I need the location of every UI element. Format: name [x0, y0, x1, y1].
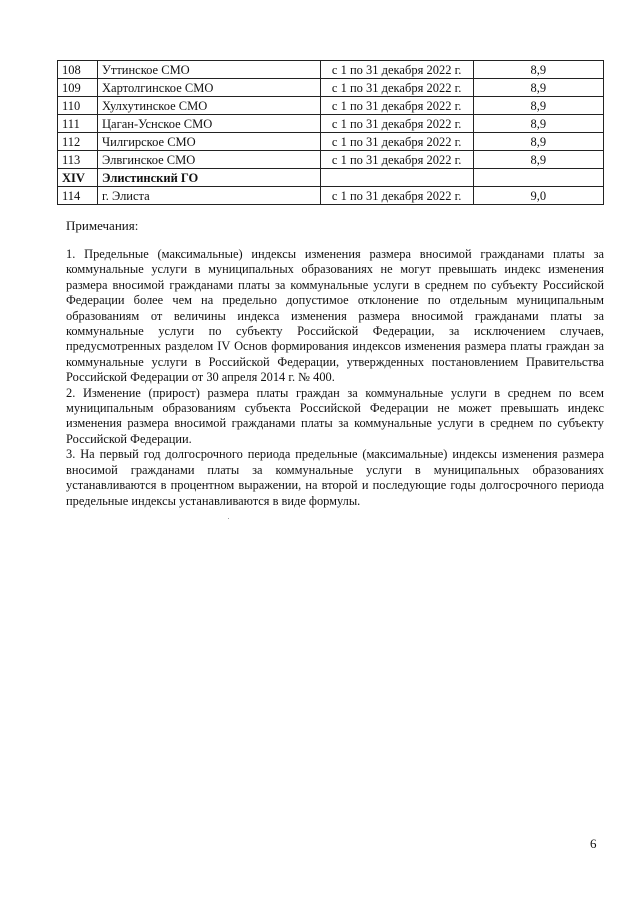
- period-cell: с 1 по 31 декабря 2022 г.: [320, 187, 473, 205]
- row-number-cell: 113: [58, 151, 98, 169]
- row-number-cell: 112: [58, 133, 98, 151]
- index-value-cell: [473, 169, 603, 187]
- table-row: [58, 187, 604, 205]
- row-number-cell: 114: [58, 187, 98, 205]
- period-cell: с 1 по 31 декабря 2022 г.: [320, 79, 473, 97]
- municipality-name-cell: Хулхутинское СМО: [98, 97, 321, 115]
- municipality-name-cell: Цаган-Уснское СМО: [98, 115, 321, 133]
- table-row: [58, 133, 604, 151]
- index-value-cell: 8,9: [473, 115, 603, 133]
- index-value-cell: 8,9: [473, 79, 603, 97]
- table-row: [58, 151, 604, 169]
- page-number: 6: [590, 836, 597, 851]
- note-item-2: 2. Изменение (прирост) размера платы граждан за коммунальные услуги в среднем по всем муниципальным образованиям субъекта Российской Федерации не может превышать индекс изменения размера вносимой гражданами платы за коммунальные услуги в среднем по субъекту Российской Федерации.: [66, 385, 604, 446]
- table-row: [58, 115, 604, 133]
- row-number-cell: 110: [58, 97, 98, 115]
- municipality-name-cell: Уттинское СМО: [98, 61, 321, 79]
- period-cell: с 1 по 31 декабря 2022 г.: [320, 97, 473, 115]
- table-row: [58, 61, 604, 79]
- row-number-cell: 111: [58, 115, 98, 133]
- notes-list: [66, 247, 604, 509]
- municipality-name-cell: г. Элиста: [98, 187, 321, 205]
- row-number-cell: 108: [58, 61, 98, 79]
- notes-title: Примечания:: [66, 218, 139, 233]
- period-cell: с 1 по 31 декабря 2022 г.: [320, 61, 473, 79]
- municipality-name-cell: Элвгинское СМО: [98, 151, 321, 169]
- table-row: [58, 79, 604, 97]
- rates-table-body: [58, 61, 604, 205]
- table-row: [58, 97, 604, 115]
- index-value-cell: 9,0: [473, 187, 603, 205]
- period-cell: с 1 по 31 декабря 2022 г.: [320, 133, 473, 151]
- period-cell: [320, 169, 473, 187]
- municipality-name-cell: Элистинский ГО: [98, 169, 321, 187]
- note-item-3: 3. На первый год долгосрочного периода предельные (максимальные) индексы изменения размера вносимой гражданами платы за коммунальные услуги в муниципальных образованиях устанавливаются в процентном выражении, на второй и последующие годы долгосрочного периода предельные индексы устанавливаются в виде формулы.: [66, 447, 604, 508]
- index-value-cell: 8,9: [473, 151, 603, 169]
- note-item-1: 1. Предельные (максимальные) индексы изменения размера вносимой гражданами платы за коммунальные услуги в муниципальных образованиях не могут превышать индекс изменения размера вносимой гражданами платы за коммунальные услуги в среднем по субъекту Российской Федерации более чем на предельно допустимое отклонение по отдельным муниципальным образованиям от величины индекса изменения размера вносимой гражданами платы за коммунальные услуги по субъекту Российской Федерации, за исключением случаев, предусмотренных разделом IV Основ формирования индексов изменения размера платы граждан за коммунальные услуги в Российской Федерации, утвержденных постановлением Правительства Российской Федерации от 30 апреля 2014 г. № 400.: [66, 247, 604, 385]
- rates-table: [57, 60, 604, 205]
- index-value-cell: 8,9: [473, 133, 603, 151]
- period-cell: с 1 по 31 декабря 2022 г.: [320, 151, 473, 169]
- period-cell: с 1 по 31 декабря 2022 г.: [320, 115, 473, 133]
- table-section-row: [58, 169, 604, 187]
- municipality-name-cell: Чилгирское СМО: [98, 133, 321, 151]
- row-number-cell: 109: [58, 79, 98, 97]
- index-value-cell: 8,9: [473, 61, 603, 79]
- row-number-cell: XIV: [58, 169, 98, 187]
- scan-speck: [228, 518, 229, 519]
- index-value-cell: 8,9: [473, 97, 603, 115]
- municipality-name-cell: Хартолгинское СМО: [98, 79, 321, 97]
